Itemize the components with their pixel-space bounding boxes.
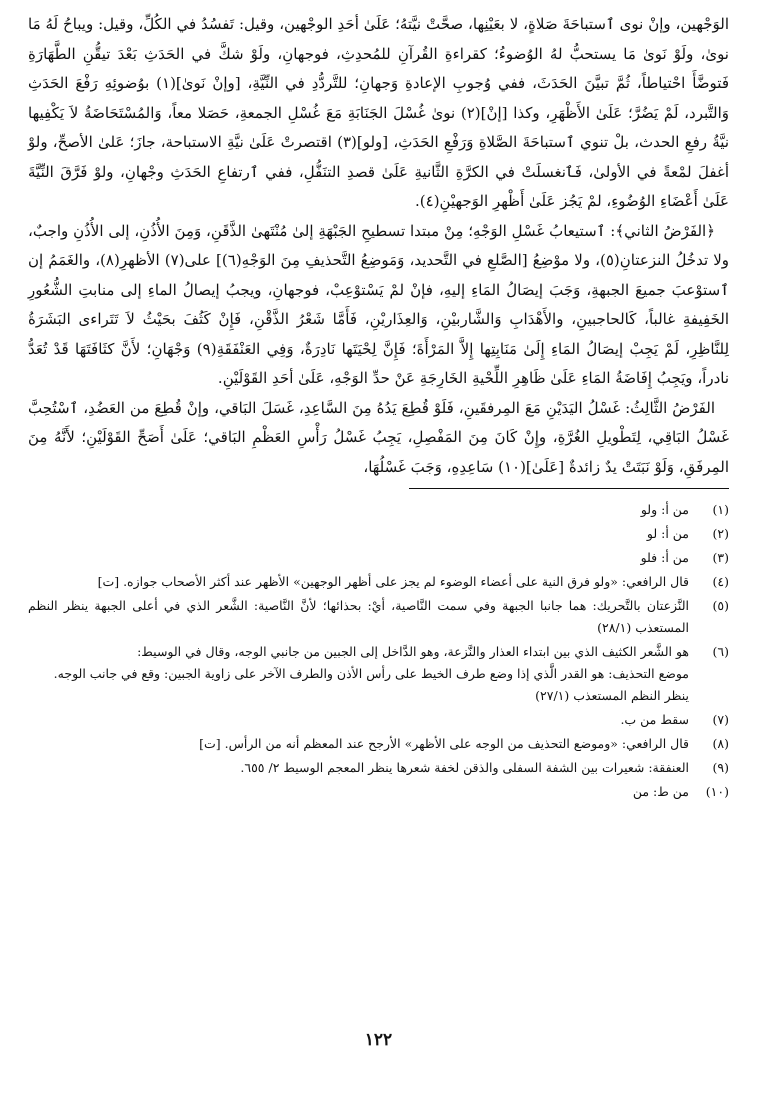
footnote bbox=[28, 709, 729, 731]
footnote-number: (٩) bbox=[712, 760, 729, 775]
footnote-text: العنفقة: شعيرات بين الشفة السفلى والذقن لخفة شعرها ينظر المعجم الوسيط ٢/ ٦٥٥. bbox=[240, 760, 689, 775]
footnote-number: (٦) bbox=[712, 644, 729, 659]
footnote-number: (٤) bbox=[712, 574, 729, 589]
footnote-text: سقط من ب. bbox=[620, 712, 689, 727]
footnote-number: (٥) bbox=[712, 598, 729, 613]
footnote-line: هو الشَّعر الكثيف الذي بين ابتداء العذار والنَّزعة، وهو الدَّاخل إلى الجبين من جانبي الوجه، وقال في الوسيط: bbox=[137, 644, 689, 659]
page-number: ١٢٢ bbox=[364, 1030, 393, 1050]
footnote bbox=[28, 523, 729, 545]
footnote-text: قال الرافعي: «وموضع التحذيف من الوجه على الأظهر» الأرجح عند المعظم أنه من الرأس. [ت] bbox=[199, 736, 689, 751]
footnote-number: (١) bbox=[712, 502, 729, 517]
footnotes bbox=[28, 499, 729, 803]
page bbox=[28, 10, 729, 805]
footnote bbox=[28, 733, 729, 755]
footnote-line: ينظر النظم المستعذب (٢٧/١) bbox=[535, 688, 689, 703]
footnote-number: (٣) bbox=[712, 550, 729, 565]
footnote-number: (٨) bbox=[712, 736, 729, 751]
main-text bbox=[28, 10, 729, 482]
footnote-line: موضع التحذيف: هو القدر الَّذي إذا وضع طرف الخيط على رأس الأذن والطرف الآخر على زاوية الجبين: وقع في جانب الوجه. bbox=[53, 666, 689, 681]
footnote bbox=[28, 547, 729, 569]
footnote-number: (٢) bbox=[712, 526, 729, 541]
footnote bbox=[28, 499, 729, 521]
footnote-number: (٧) bbox=[712, 712, 729, 727]
footnote bbox=[28, 781, 729, 803]
footnote bbox=[28, 641, 729, 707]
footnote-text: النَّزعتان بالتَّحريك: هما جانبا الجبهة وفي سمت النَّاصية، أيْ: بحذائها؛ لأنَّ النَّاصية: الشَّعر الذي في أعلى الجبهة ينظر النظم المستعذب (٢٨/١) bbox=[28, 598, 689, 635]
footnote-separator bbox=[409, 488, 729, 489]
footnote bbox=[28, 595, 729, 639]
paragraph-2-second-obligation: ﴿الفَرْضُ الثاني﴾: ٱستيعابُ غَسْلِ الوَجْهِ؛ مِنْ مبتدا تسطيحِ الجَبْهَةِ إلىٰ مُنْتَهىٰ الذَّقَنِ، وَمِنَ الأُذُنِ، إلى الأُذُنِ واجبٌ، ولا تدخُلُ النزعتانِ(٥)، ولا موْضِعُ [الصَّلعِ في التَّحديد، وَمَوضِعُ التَّحذيفِ مِنَ الوَجْهِ(٦)] على(٧) الأظهرِ(٨)، والغَمَمُ إن ٱستوْعبَ جميعَ الجبهةِ، وَجَبَ إيصَالُ المَاءِ إليهِ، فإنْ لمْ يَسْتوْعِبْ، فوجهانِ، ويجبُ إيصالُ الماءِ إلى منابتِ الشُّعُورِ الخَفِيفةِ غالباً، كَالحاجبينِ، والأَهْدَابِ وَالشَّاربيْنِ، وَالعِذَاريْنِ، فَأَمَّا شَعْرُ الذَّقْنِ، فَإِنْ كَثُفَ بحَيْثُ لاَ تَتَراءى البَشَرَةُ لِلنَّاظِرِ، لَمْ يَجِبْ إيصَالُ المَاءِ إِلَىٰ مَنَابِتِها إِلاَّ المَرْأَةَ؛ فَإِنَّ لِحْيَتَها نَادِرَةٌ، وَفِي العَنْفَقَةِ(٩) وَجْهَانِ؛ لأَنَّ كثَافَتَهَا قَدْ تُعَدُّ نادراً، ويَجِبُ إِفَاضَةُ المَاءِ عَلَىٰ ظَاهِرِ اللِّحْيةِ الخَارِجَةِ عَنْ حدِّ الوَجْهِ، عَلَىٰ أحَدِ القَوْلَيْنِ. bbox=[28, 221, 730, 387]
footnote-text: قال الرافعي: «ولو فرق النية على أعضاء الوضوء لم يجز على أظهر الوجهين» الأظهر عند أكثر الأصحاب جوازه. [ت] bbox=[97, 574, 689, 589]
paragraph-3-third-obligation: الفَرْضُ الثَّالِثُ: غَسْلُ اليَدَيْنِ مَعَ المِرفقَينِ، فَلَوْ قُطِعَ يَدُهُ مِنَ السَّاعِدِ، غَسَلَ البَاقي، وإنْ قُطِعَ من العَضُدِ، ٱسْتُحِبَّ غَسْلُ البَاقِي، لِتَطْويلِ الغُرَّةِ، وإِنْ كَانَ مِنَ المَفْصِلِ، يَجِبُ غَسْلُ رَأْسِ العَظْمِ البَاقي؛ عَلَىٰ أَصَحِّ القَوْلَيْنِ؛ لأَنَّهُ مِنَ المِرفَقِ، وَلَوْ نَبَتَتْ يدٌ زائدةٌ [عَلَىٰ](١٠) سَاعِدِهِ، وَجَبَ غَسْلُهَا، bbox=[28, 398, 729, 476]
footnote-number: (١٠) bbox=[705, 784, 729, 799]
paragraph-1: الوَجْهين، وإنْ نوى ٱستباحَةَ صَلاةٍ، لا بعَيْنِها، صحَّتْ نيَّتهُ؛ عَلَىٰ أحَدِ الوجْهين، وقيل: تَفسُدُ في الكُلِّ، وقيل: ويباحُ لَهُ مَا نوىٰ، ولَوْ نَوىٰ مَا يستحبُّ لهُ الوُضوءُ؛ كقراءةِ القُرآنِ للمُحدِثِ، فوجهانِ، ولَوْ شكَّ في الحَدَثِ بَعْدَ تيقُّنِ الطَّهَارَةِ فَتوضَّأَ احْتياطاً، ثُمَّ تبيَّنَ الحَدَثَ، ففي وُجوبِ الإعادةِ وَجهانِ؛ للتَّردُّدِ في النِّيَّةِ، [وإنْ نَوىٰ](١) بوُضوئِهِ رَفْعَ الحَدَثِ وَالتَّبرد، لَمْ يَضُرَّ؛ عَلَىٰ الأَظْهَرِ، وكذا [إنْ](٢) نوىٰ غُسْلَ الجَنَابَةِ مَعَ غُسْلِ الجمعةِ، حَصَلا معاً، وَالمُسْتَحَاضَةُ لاَ يَكْفِيها نيَّةُ رفعِ الحدث، بلْ تنوي ٱستباحَةَ الصَّلاةِ وَرَفْعِ الحَدَثِ، [ولو](٣) اقتصرتْ عَلَىٰ نيَّةِ الاستباحة، جازَ؛ عَلىٰ الأصحِّ، ولوْ أغفلَ لمْعةً في الأولىٰ، فَٱنغسلَتْ في الكرَّةِ الثَّانيةِ عَلَىٰ قصدِ التنَفُّلِ، ففي ٱرتفاعِ الحَدَثِ وجْهانِ، ولوْ فَرَّقَ النِّيَّةَ عَلَىٰ أَعْضَاءِ الوُضُوءِ، لمْ يَجُز عَلَىٰ أَظْهرِ الوَجهيْنِ(٤). bbox=[28, 15, 730, 210]
footnote bbox=[28, 571, 729, 593]
footnote-text: من ط: من bbox=[632, 784, 689, 799]
footnote bbox=[28, 757, 729, 779]
footnote-text: من أ: لو bbox=[646, 526, 689, 541]
footnote-text bbox=[28, 641, 689, 707]
footnote-text: من أ: فلو bbox=[640, 550, 689, 565]
footnote-text: من أ: ولو bbox=[640, 502, 689, 517]
